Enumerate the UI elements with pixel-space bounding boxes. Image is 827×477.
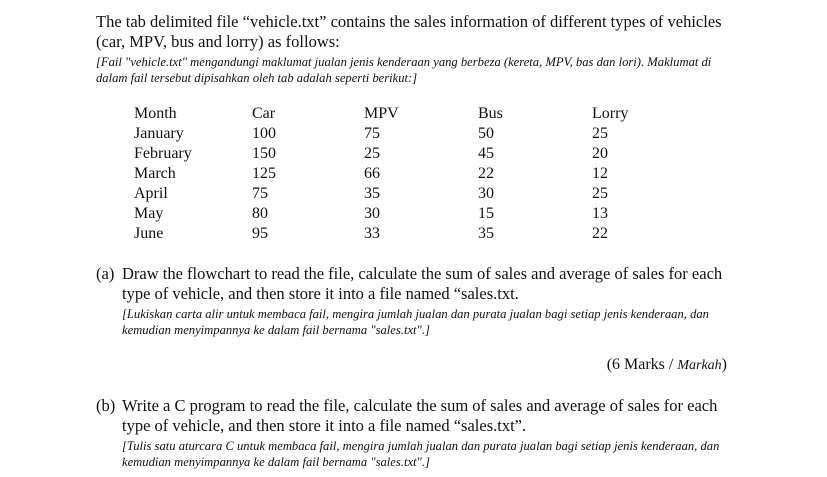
table-cell: 25 bbox=[592, 125, 608, 142]
marks-malay: Markah bbox=[677, 358, 722, 373]
question-b-english: Write a C program to read the file, calculate the sum of sales and average of sales for each type of vehicle, and then store it into a file named “sales.txt”. bbox=[122, 396, 718, 435]
table-row bbox=[134, 204, 652, 224]
question-a-label: (a) bbox=[96, 264, 115, 283]
table-cell: 125 bbox=[252, 165, 276, 182]
table-cell: 100 bbox=[252, 125, 276, 142]
intro-section bbox=[96, 12, 728, 86]
table-cell: 33 bbox=[364, 225, 380, 242]
header-bus: Bus bbox=[478, 105, 503, 122]
table-cell: March bbox=[134, 165, 176, 182]
table-cell: 30 bbox=[478, 185, 494, 202]
table-header-row bbox=[134, 104, 652, 124]
vehicle-sales-table bbox=[134, 104, 652, 244]
table-cell: April bbox=[134, 185, 168, 202]
header-lorry: Lorry bbox=[592, 105, 629, 122]
question-a-english: Draw the flowchart to read the file, calculate the sum of sales and average of sales for each type of vehicle, and then store it into a file named “sales.txt. bbox=[122, 264, 723, 303]
table-cell: 50 bbox=[478, 125, 494, 142]
table-cell: 12 bbox=[592, 165, 608, 182]
header-car: Car bbox=[252, 105, 276, 122]
table-row bbox=[134, 164, 652, 184]
table-cell: February bbox=[134, 145, 192, 162]
table-cell: 20 bbox=[592, 145, 608, 162]
table-cell: May bbox=[134, 205, 164, 222]
question-b-malay: [Tulis satu aturcara C untuk membaca fail, mengira jumlah jualan dan purata jualan bagi setiap jenis kenderaan, dan kemudian menyimpannya ke dalam fail bernama "sales.txt".] bbox=[122, 439, 720, 469]
table-cell: 15 bbox=[478, 205, 494, 222]
table-cell: 75 bbox=[364, 125, 380, 142]
question-a bbox=[96, 264, 728, 338]
marks-text: (6 Marks / bbox=[606, 356, 678, 373]
table-cell: June bbox=[134, 225, 164, 242]
header-mpv: MPV bbox=[364, 105, 399, 122]
intro-english: The tab delimited file “vehicle.txt” contains the sales information of different types of vehicles (car, MPV, bus and lorry) as follows: bbox=[96, 12, 722, 51]
marks-allocation bbox=[607, 355, 727, 376]
table-row bbox=[134, 224, 652, 244]
table-cell: 22 bbox=[478, 165, 494, 182]
table-cell: 35 bbox=[478, 225, 494, 242]
table-row bbox=[134, 184, 652, 204]
question-b bbox=[96, 396, 728, 470]
table-cell: 22 bbox=[592, 225, 608, 242]
intro-malay: [Fail "vehicle.txt" mengandungi maklumat jualan jenis kenderaan yang berbeza (kereta, MPV, bas dan lori). Maklumat di dalam fail tersebut dipisahkan oleh tab adalah seperti berikut:] bbox=[96, 55, 712, 85]
table-cell: 25 bbox=[592, 185, 608, 202]
question-a-malay: [Lukiskan carta alir untuk membaca fail, mengira jumlah jualan dan purata jualan bagi setiap jenis kenderaan, dan kemudian menyimpannya ke dalam fail bernama "sales.txt".] bbox=[122, 307, 709, 337]
table-row bbox=[134, 124, 652, 144]
table-cell: 75 bbox=[252, 185, 268, 202]
table-cell: 25 bbox=[364, 145, 380, 162]
marks-close: ) bbox=[721, 356, 727, 373]
table-cell: 150 bbox=[252, 145, 276, 162]
table-row bbox=[134, 144, 652, 164]
table-cell: 30 bbox=[364, 205, 380, 222]
table-cell: 35 bbox=[364, 185, 380, 202]
table-cell: 66 bbox=[364, 165, 380, 182]
table-cell: 80 bbox=[252, 205, 268, 222]
table-cell: 13 bbox=[592, 205, 608, 222]
table-cell: 95 bbox=[252, 225, 268, 242]
question-b-label: (b) bbox=[96, 396, 116, 415]
header-month: Month bbox=[134, 105, 177, 122]
table-cell: January bbox=[134, 125, 184, 142]
table-cell: 45 bbox=[478, 145, 494, 162]
